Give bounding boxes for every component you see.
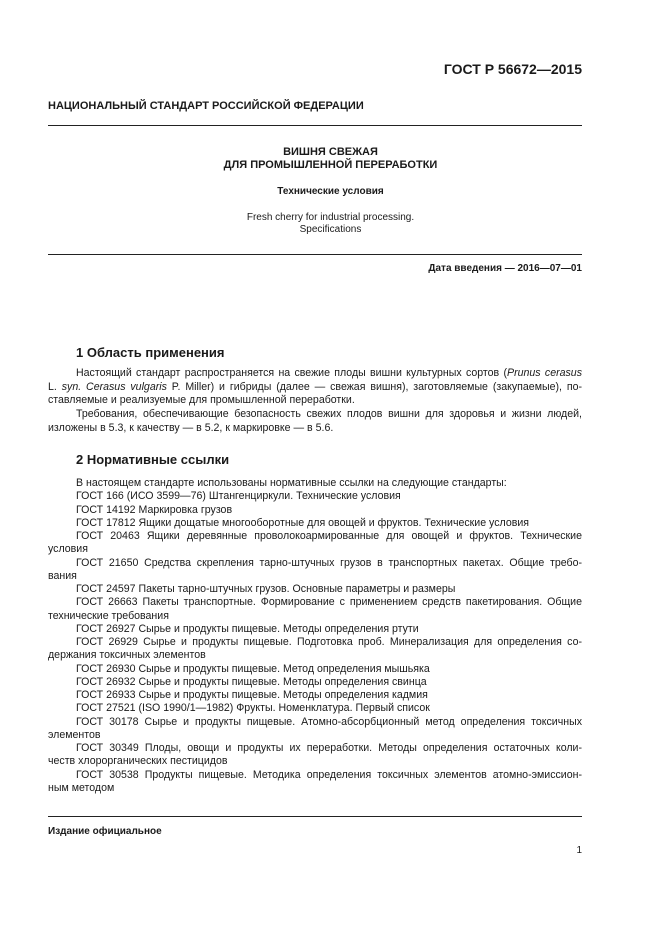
reference-line: ГОСТ 20463 Ящики деревянные проволокоармированные для овощей и фруктов. Технические xyxy=(76,530,582,542)
reference-line: ГОСТ 166 (ИСО 3599—76) Штангенциркули. Технические условия xyxy=(76,490,401,503)
title-line-1: ВИШНЯ СВЕЖАЯ xyxy=(283,146,378,158)
reference-line: ГОСТ 21650 Средства скрепления тарно-штучных грузов в транспортных пакетах. Общие требо- xyxy=(76,556,582,569)
introduction-date: Дата введения — 2016—07—01 xyxy=(428,263,582,274)
reference-line: элементов xyxy=(48,728,101,741)
text-line: ставляемые и реализуемые для промышленной переработки. xyxy=(48,394,355,406)
reference-line: ГОСТ 26933 Сырье и продукты пищевые. Методы определения кадмия xyxy=(76,689,428,701)
footer-rule xyxy=(48,816,582,817)
reference-line: ГОСТ 26930 Сырье и продукты пищевые. Метод определения мышьяка xyxy=(76,662,430,675)
reference-line: ГОСТ 30178 Сырье и продукты пищевые. Атомно-абсорбционный метод определения токсичных xyxy=(76,715,582,728)
reference-line: ГОСТ 14192 Маркировка грузов xyxy=(76,503,233,516)
reference-line: честв хлорорганических пестицидов xyxy=(48,755,228,768)
official-edition-label: Издание официальное xyxy=(48,826,162,837)
text-line: Требования, обеспечивающие безопасность свежих плодов вишни для здоровья и жизни людей, xyxy=(76,408,582,420)
text-line: Настоящий стандарт распространяется на свежие плоды вишни культурных сортов (Prunus cerasus xyxy=(76,367,582,379)
english-title-line-2: Specifications xyxy=(299,224,362,235)
title-rule xyxy=(48,254,582,255)
national-standard-banner: НАЦИОНАЛЬНЫЙ СТАНДАРТ РОССИЙСКОЙ ФЕДЕРАЦИИ xyxy=(48,100,364,112)
document-number: ГОСТ Р 56672—2015 xyxy=(443,61,582,77)
reference-line: держания токсичных элементов xyxy=(48,649,206,662)
reference-line: ГОСТ 26929 Сырье и продукты пищевые. Подготовка проб. Минерализация для определения со- xyxy=(76,636,582,648)
reference-line: ГОСТ 26663 Пакеты транспортные. Формирование с применением средств пакетирования. Общие xyxy=(76,596,582,609)
title-line-2: ДЛЯ ПРОМЫШЛЕННОЙ ПЕРЕРАБОТКИ xyxy=(223,159,438,171)
reference-line: ГОСТ 27521 (ISO 1990/1—1982) Фрукты. Номенклатура. Первый список xyxy=(76,702,430,715)
text-line: изложены в 5.3, к качеству — в 5.2, к маркировке — в 5.6. xyxy=(48,421,334,434)
references-list xyxy=(48,477,582,795)
english-title-line-1: Fresh cherry for industrial processing. xyxy=(246,212,415,223)
section-1-heading: 1 Область применения xyxy=(76,345,225,360)
reference-line: ГОСТ 26927 Сырье и продукты пищевые. Методы определения ртути xyxy=(76,622,419,635)
references-items xyxy=(48,490,582,795)
reference-line: ГОСТ 24597 Пакеты тарно-штучных грузов. Основные параметры и размеры xyxy=(76,583,456,595)
header-rule xyxy=(48,125,582,126)
reference-line: ным методом xyxy=(48,781,115,794)
reference-line: ГОСТ 30349 Плоды, овощи и продукты их переработки. Методы определения остаточных коли- xyxy=(76,742,582,754)
section-1-paragraph-2 xyxy=(48,408,582,435)
section-1-paragraph-1 xyxy=(48,367,582,408)
text-line: L. syn. Cerasus vulgaris P. Miller) и гибриды (далее — свежая вишня), заготовляемые (закупаемые), по- xyxy=(48,380,582,393)
title-subtitle: Технические условия xyxy=(277,186,384,197)
page-number: 1 xyxy=(576,845,582,856)
reference-line: ГОСТ 30538 Продукты пищевые. Методика определения токсичных элементов атомно-эмиссион- xyxy=(76,768,582,781)
reference-line: ГОСТ 17812 Ящики дощатые многооборотные для овощей и фруктов. Технические условия xyxy=(76,516,529,529)
reference-line: вания xyxy=(48,569,77,582)
reference-line: ГОСТ 26932 Сырье и продукты пищевые. Методы определения свинца xyxy=(76,675,427,688)
section-2-heading: 2 Нормативные ссылки xyxy=(76,452,230,467)
reference-line: условия xyxy=(48,543,88,556)
references-intro: В настоящем стандарте использованы нормативные ссылки на следующие стандарты: xyxy=(76,477,507,489)
reference-line: технические требования xyxy=(48,609,169,622)
